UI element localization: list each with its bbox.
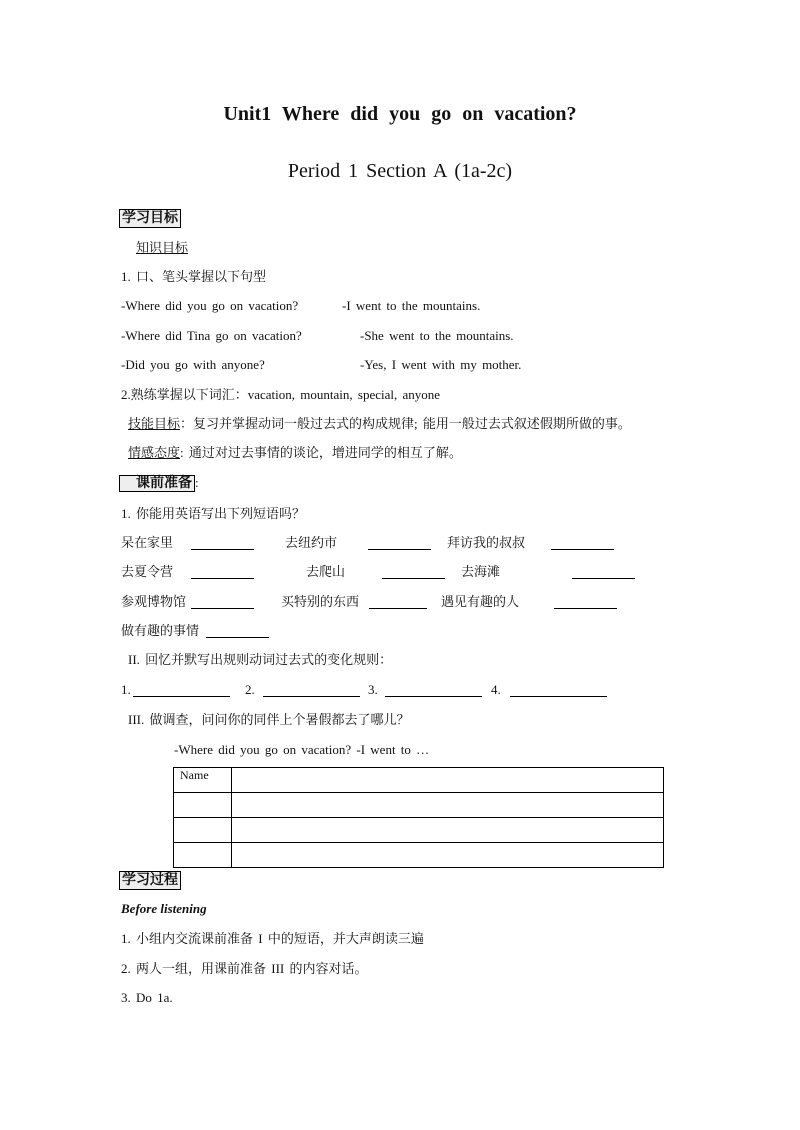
rule-number: 1.: [121, 682, 131, 697]
rule-blank[interactable]: [133, 682, 230, 697]
document-title: Unit1 Where did you go on vacation?: [223, 103, 577, 125]
answer-blank[interactable]: [191, 564, 254, 579]
answer-blank[interactable]: [551, 535, 614, 550]
answer-blank[interactable]: [554, 594, 617, 609]
emotion-goal: [128, 444, 462, 462]
table-cell[interactable]: [232, 843, 664, 868]
dialog-answer: -I went to the mountains.: [342, 298, 481, 313]
phrase-item: 呆在家里: [121, 535, 174, 550]
phrase-item: 去爬山: [306, 564, 346, 579]
section-header-prep: 课前准备: [119, 475, 195, 492]
survey-prompt: -Where did you go on vacation? -I went to …: [174, 742, 430, 757]
phrase-item: 参观博物馆: [121, 594, 187, 609]
prep-question-3: III. 做调查，问问你的同伴上个暑假都去了哪儿？: [128, 712, 410, 727]
goal-item-1: 1. 口、笔头掌握以下句型: [121, 269, 267, 284]
prep-question-2: II. 回忆并默写出规则动词过去式的变化规则：: [128, 652, 393, 667]
table-row: [174, 793, 664, 818]
process-step: 3. Do 1a.: [121, 990, 173, 1005]
answer-blank[interactable]: [191, 594, 254, 609]
table-cell[interactable]: [174, 818, 232, 843]
phrase-item: 买特别的东西: [281, 594, 360, 609]
section-header-process: 学习过程: [119, 871, 181, 890]
answer-blank[interactable]: [368, 535, 431, 550]
table-cell[interactable]: [232, 793, 664, 818]
dialog-answer: -Yes, I went with my mother.: [360, 357, 522, 372]
before-listening-heading: Before listening: [121, 901, 207, 916]
rule-blank[interactable]: [385, 682, 482, 697]
skill-goal-label: 技能目标: [128, 416, 181, 431]
rule-number: 4.: [491, 682, 501, 697]
rule-number: 3.: [368, 682, 378, 697]
answer-blank[interactable]: [382, 564, 445, 579]
table-header-name: Name: [174, 768, 232, 793]
answer-blank[interactable]: [191, 535, 254, 550]
table-cell[interactable]: [232, 818, 664, 843]
table-row: [174, 768, 664, 793]
rule-number: 2.: [245, 682, 255, 697]
document-subtitle: Period 1 Section A (1a-2c): [287, 160, 513, 182]
table-row: [174, 843, 664, 868]
answer-blank[interactable]: [369, 594, 427, 609]
phrase-item: 做有趣的事情: [121, 623, 200, 638]
rule-blank[interactable]: [510, 682, 607, 697]
rule-blank[interactable]: [263, 682, 360, 697]
prep-question-1: 1. 你能用英语写出下列短语吗？: [121, 506, 306, 521]
section-header-goals: 学习目标: [119, 209, 181, 228]
emotion-goal-text: : 通过对过去事情的谈论，增进同学的相互了解。: [180, 445, 462, 460]
table-cell[interactable]: [232, 768, 664, 793]
skill-goal: [128, 415, 631, 433]
process-step: 2. 两人一组，用课前准备 III 的内容对话。: [121, 961, 368, 976]
prep-header-wrap: [119, 474, 199, 492]
answer-blank[interactable]: [572, 564, 635, 579]
dialog-question: -Where did Tina go on vacation?: [121, 328, 302, 343]
process-step: 1. 小组内交流课前准备 I 中的短语，并大声朗读三遍: [121, 931, 424, 946]
table-cell[interactable]: [174, 793, 232, 818]
phrase-item: 去海滩: [461, 564, 501, 579]
phrase-item: 拜访我的叔叔: [447, 535, 526, 550]
goal-item-2: 2.熟练掌握以下词汇：vacation, mountain, special, anyone: [121, 387, 441, 402]
skill-goal-text: ：复习并掌握动词一般过去式的构成规律; 能用一般过去式叙述假期所做的事。: [180, 416, 631, 431]
dialog-answer: -She went to the mountains.: [360, 328, 514, 343]
dialog-question: -Where did you go on vacation?: [121, 298, 299, 313]
answer-blank[interactable]: [206, 623, 269, 638]
prep-header-colon: :: [195, 475, 199, 490]
phrase-item: 遇见有趣的人: [441, 594, 520, 609]
phrase-item: 去纽约市: [285, 535, 338, 550]
table-cell[interactable]: [174, 843, 232, 868]
knowledge-goal-label: 知识目标: [136, 240, 189, 255]
dialog-question: -Did you go with anyone?: [121, 357, 265, 372]
phrase-item: 去夏令营: [121, 564, 174, 579]
survey-table: [173, 767, 664, 868]
emotion-goal-label: 情感态度: [128, 445, 181, 460]
table-row: [174, 818, 664, 843]
